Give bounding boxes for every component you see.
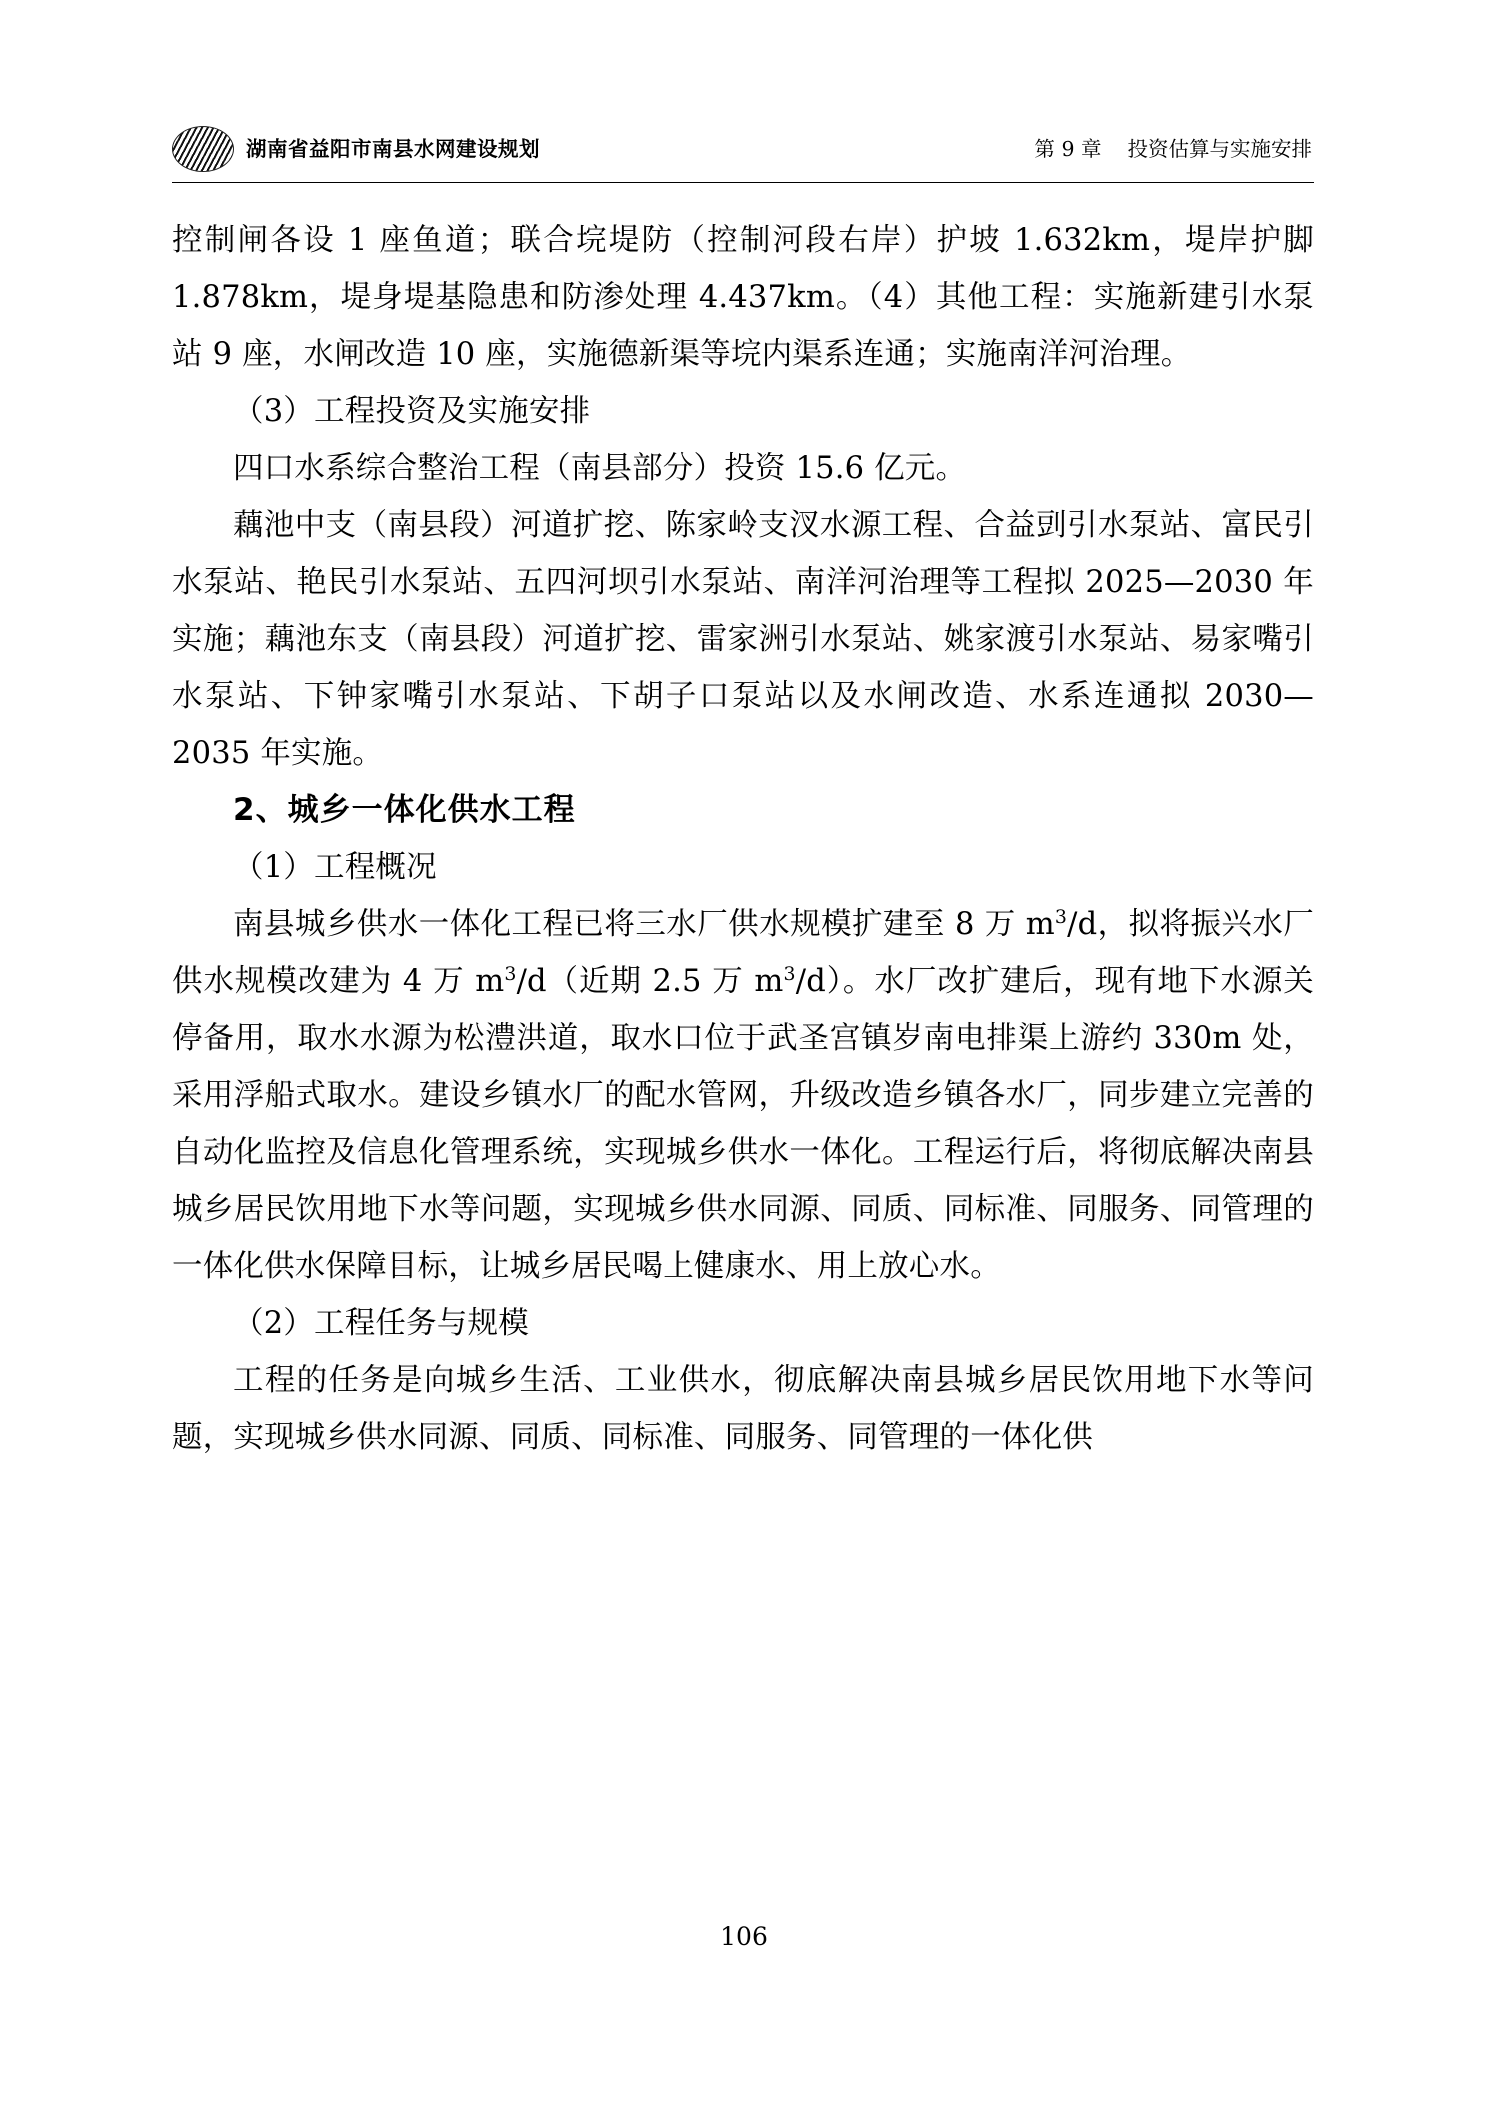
header-right-chapter — [1034, 132, 1312, 162]
paragraph: （3）工程投资及实施安排 — [233, 394, 591, 429]
paragraph: （2）工程任务与规模 — [233, 1306, 529, 1341]
page-header — [172, 128, 1312, 180]
header-left-title: 湖南省益阳市南县水网建设规划 — [246, 137, 540, 161]
paragraph: 工程的任务是向城乡生活、工业供水，彻底解决南县城乡居民饮用地下水等问题，实现城乡供水同源、同质、同标准、同服务、同管理的一体化供 — [172, 1363, 1314, 1455]
header-divider — [172, 182, 1314, 183]
page-number: 106 — [720, 1922, 768, 1951]
circular-striped-logo-icon — [172, 126, 234, 172]
header-chapter-number: 第 9 章 — [1034, 137, 1102, 161]
header-chapter-title: 投资估算与实施安排 — [1127, 137, 1312, 161]
paragraph: 控制闸各设 1 座鱼道；联合垸堤防（控制河段右岸）护坡 1.632km，堤岸护脚 1.878km，堤身堤基隐患和防渗处理 4.437km。（4）其他工程：实施新建引水泵站 9 座，水闸改造 10 座，实施德新渠等垸内渠系连通；实施南洋河治理。 — [172, 223, 1314, 372]
paragraph: （1）工程概况 — [233, 850, 437, 885]
section-heading: 2、城乡一体化供水工程 — [233, 792, 576, 828]
paragraph: 藕池中支（南县段）河道扩挖、陈家岭支汊水源工程、合益剅引水泵站、富民引水泵站、艳民引水泵站、五四河坝引水泵站、南洋河治理等工程拟 2025—2030 年实施；藕池东支（南县段）河道扩挖、雷家洲引水泵站、姚家渡引水泵站、易家嘴引水泵站、下钟家嘴引水泵站、下胡子口泵站以及水闸改造、水系连通拟 2030—2035 年实施。 — [172, 508, 1314, 771]
document-body — [172, 212, 1314, 1466]
paragraph: 四口水系综合整治工程（南县部分）投资 15.6 亿元。 — [233, 451, 967, 486]
paragraph: 南县城乡供水一体化工程已将三水厂供水规模扩建至 8 万 $m^3/d$，拟将振兴水厂供水规模改建为 4 万 $m^3/d$（近期 2.5 万 $m^3/d$）。水厂改扩建后，现有地下水源关停备用，取水水源为松澧洪道，取水口位于武圣宫镇岁南电排渠上游约 330m 处，采用浮船式取水。建设乡镇水厂的配水管网，升级改造乡镇各水厂，同步建立完善的自动化监控及信息化管理系统，实现城乡供水一体化。工程运行后，将彻底解决南县城乡居民饮用地下水等问题，实现城乡供水同源、同质、同标准、同服务、同管理的一体化供水保障目标，让城乡居民喝上健康水、用上放心水。 — [172, 905, 1315, 1284]
